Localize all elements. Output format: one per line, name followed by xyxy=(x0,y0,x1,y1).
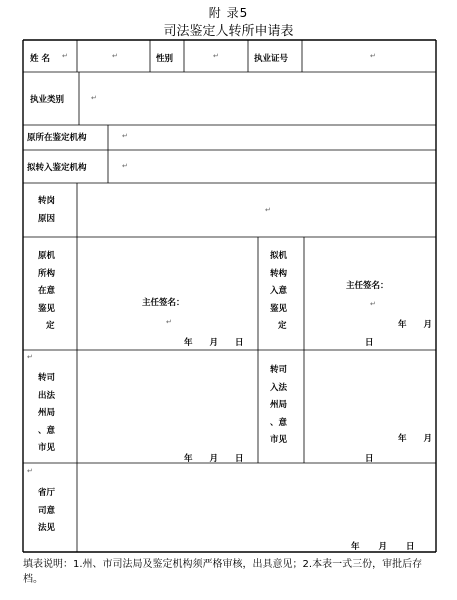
return-mark: ↵ xyxy=(122,132,128,140)
return-mark: ↵ xyxy=(112,52,118,60)
return-mark: ↵ xyxy=(91,94,97,102)
return-mark: ↵ xyxy=(370,300,376,308)
transfer-reason-label: 转岗 原因 xyxy=(38,196,56,224)
form-title: 司法鉴定人转所申请表 xyxy=(163,24,294,39)
license-number-label: 执业证号 xyxy=(254,54,289,64)
practice-category-label: 执业类别 xyxy=(30,95,65,105)
return-mark: ↵ xyxy=(27,353,33,361)
return-mark: ↵ xyxy=(370,52,376,60)
director-signature-label: 主任签名： xyxy=(142,298,185,308)
return-mark: ↵ xyxy=(122,162,128,170)
province-date: 年 月 日 xyxy=(351,542,415,552)
signature-date: 年 月 xyxy=(398,320,432,330)
return-mark: ↵ xyxy=(265,206,271,214)
original-institution-opinion-label: 原机 所构 在意 鉴见 定 xyxy=(38,251,56,331)
gender-label: 性别 xyxy=(156,54,174,64)
target-institution-opinion-label: 拟机 转构 入意 鉴见 定 xyxy=(270,251,288,331)
bureau-date: 年 月 xyxy=(398,434,432,444)
name-label: 姓 名 xyxy=(30,54,50,64)
appendix-label: 附 录5 xyxy=(208,6,249,20)
city-bureau-incoming-opinion-label: 转司 入法 州局 、意 市见 xyxy=(270,365,288,445)
return-mark: ↵ xyxy=(166,318,172,326)
bureau-date-day: 日 xyxy=(365,454,374,464)
province-department-opinion-label: 省厅 司意 法见 xyxy=(38,488,56,533)
signature-date-day: 日 xyxy=(365,338,374,348)
director-signature-label: 主任签名： xyxy=(346,281,389,291)
signature-date: 年 月 日 xyxy=(184,338,244,348)
original-institution-label: 原所在鉴定机构 xyxy=(27,133,87,143)
return-mark: ↵ xyxy=(62,52,68,60)
bureau-date: 年 月 日 xyxy=(184,454,244,464)
form-instructions: 填表说明：1.州、市司法局及鉴定机构须严格审核，出具意见；2.本表一式三份，审批后存档。 xyxy=(23,559,423,585)
target-institution-label: 拟转入鉴定机构 xyxy=(27,163,87,173)
return-mark: ↵ xyxy=(27,467,33,475)
city-bureau-outgoing-opinion-label: 转司 出法 州局 、意 市见 xyxy=(38,373,56,453)
return-mark: ↵ xyxy=(213,52,219,60)
